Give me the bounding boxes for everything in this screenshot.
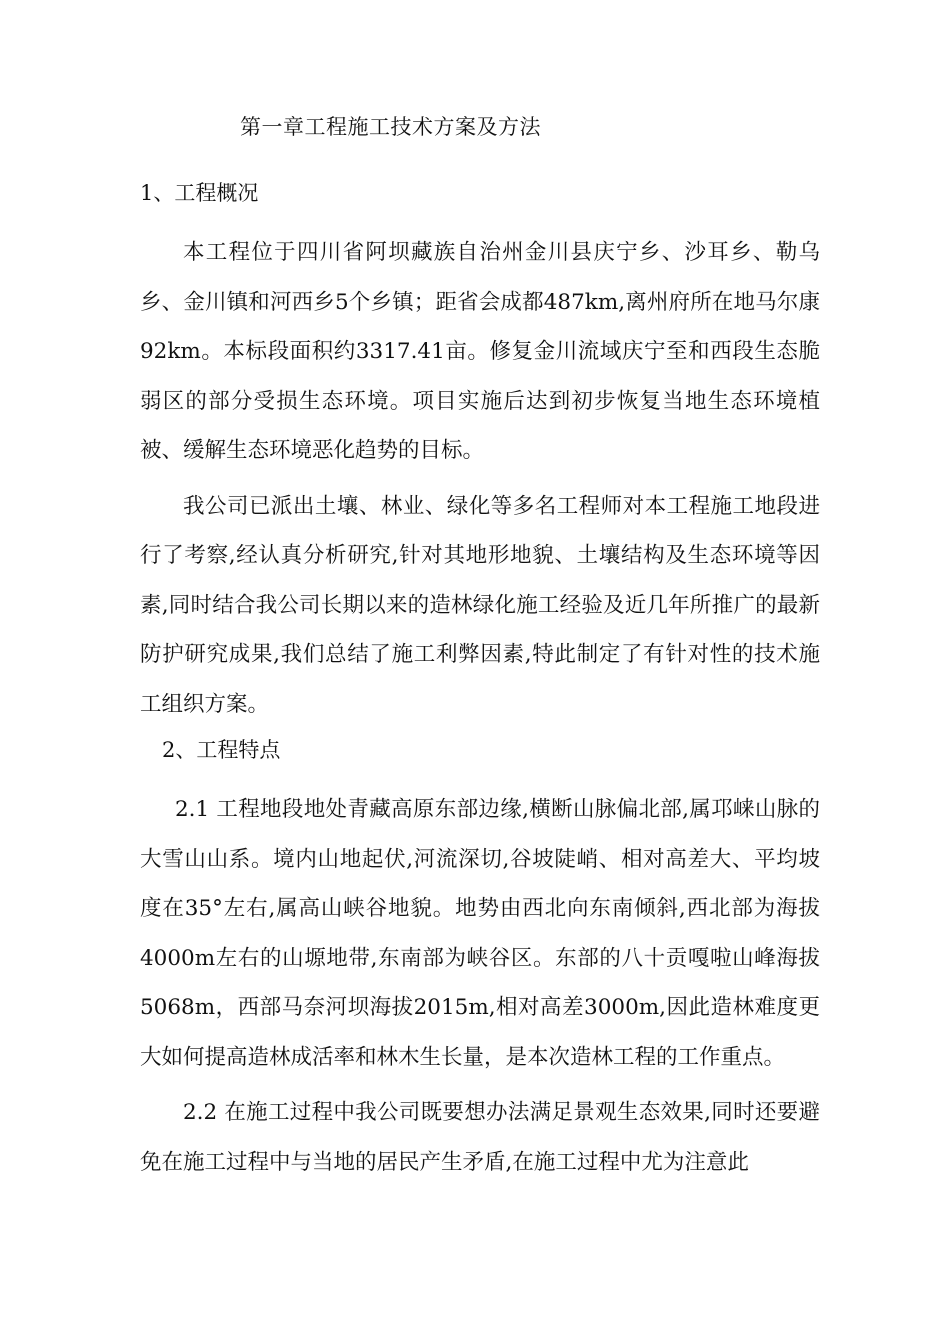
paragraph-company-survey: 我公司已派出土壤、林业、绿化等多名工程师对本工程施工地段进行了考察,经认真分析研究,针对其地形地貌、土壤结构及生态环境等因素,同时结合我公司长期以来的造林绿化施工经验及近几年所推广的最新防护研究成果,我们总结了施工利弊因素,特此制定了有针对性的技术施工组织方案。 bbox=[140, 493, 820, 717]
section-heading-features: 2、工程特点 bbox=[162, 738, 281, 762]
document-body bbox=[140, 112, 820, 1193]
paragraph-terrain: 2.1 工程地段地处青藏高原东部边缘,横断山脉偏北部,属邛崃山脉的大雪山山系。境内山地起伏,河流深切,谷坡陡峭、相对高差大、平均坡度在35°左右,属高山峡谷地貌。地势由西北向东南倾斜,西北部为海拔4000m左右的山塬地带,东南部为峡谷区。东部的八十贡嘎啦山峰海拔5068m，西部马奈河坝海拔2015m,相对高差3000m,因此造林难度更大如何提高造林成活率和林木生长量，是本次造林工程的工作重点。 bbox=[140, 797, 820, 1070]
paragraph-construction-notes: 2.2 在施工过程中我公司既要想办法满足景观生态效果,同时还要避免在施工过程中与当地的居民产生矛盾,在施工过程中尤为注意此 bbox=[140, 1100, 820, 1175]
chapter-title: 第一章工程施工技术方案及方法 bbox=[240, 115, 541, 139]
paragraph-project-location: 本工程位于四川省阿坝藏族自治州金川县庆宁乡、沙耳乡、勒乌乡、金川镇和河西乡5个乡镇；距省会成都487km,离州府所在地马尔康92km。本标段面积约3317.41亩。修复金川流域庆宁至和西段生态脆弱区的部分受损生态环境。项目实施后达到初步恢复当地生态环境植被、缓解生态环境恶化趋势的目标。 bbox=[140, 240, 820, 463]
section-heading-overview: 1、工程概况 bbox=[140, 181, 259, 205]
